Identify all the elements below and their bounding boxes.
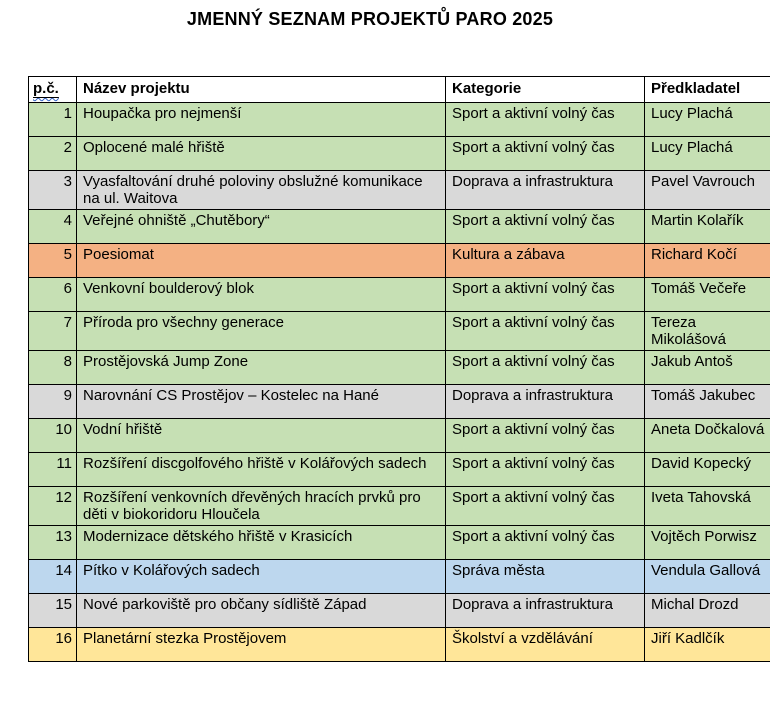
project-name: Modernizace dětského hřiště v Krasicích (77, 526, 446, 560)
project-category: Sport a aktivní volný čas (446, 103, 645, 137)
table-row (29, 244, 770, 278)
project-submitter: Michal Drozd (645, 594, 770, 628)
table-row (29, 278, 770, 312)
header-cell-nazev-projektu: Název projektu (77, 77, 446, 103)
project-submitter: Vendula Gallová (645, 560, 770, 594)
project-submitter: Richard Kočí (645, 244, 770, 278)
projects-table (28, 76, 770, 662)
table-row (29, 453, 770, 487)
row-number: 12 (29, 487, 77, 526)
table-row (29, 210, 770, 244)
row-number: 3 (29, 171, 77, 210)
project-category: Doprava a infrastruktura (446, 385, 645, 419)
project-submitter: Jakub Antoš (645, 351, 770, 385)
table-row (29, 487, 770, 526)
project-name: Vodní hřiště (77, 419, 446, 453)
project-submitter: Vojtěch Porwisz (645, 526, 770, 560)
project-category: Školství a vzdělávání (446, 628, 645, 662)
project-submitter: Aneta Dočkalová (645, 419, 770, 453)
project-category: Sport a aktivní volný čas (446, 526, 645, 560)
table-row (29, 171, 770, 210)
project-category: Sport a aktivní volný čas (446, 210, 645, 244)
row-number: 4 (29, 210, 77, 244)
table-row (29, 526, 770, 560)
project-category: Doprava a infrastruktura (446, 594, 645, 628)
table-row (29, 560, 770, 594)
project-category: Sport a aktivní volný čas (446, 419, 645, 453)
project-name: Oplocené malé hřiště (77, 137, 446, 171)
row-number: 1 (29, 103, 77, 137)
header-cell-kategorie: Kategorie (446, 77, 645, 103)
project-name: Pítko v Kolářových sadech (77, 560, 446, 594)
table-body (29, 103, 770, 662)
row-number: 16 (29, 628, 77, 662)
project-category: Sport a aktivní volný čas (446, 278, 645, 312)
project-category: Doprava a infrastruktura (446, 171, 645, 210)
project-category: Sport a aktivní volný čas (446, 453, 645, 487)
row-number: 7 (29, 312, 77, 351)
project-name: Vyasfaltování druhé poloviny obslužné komunikace na ul. Waitova (77, 171, 446, 210)
project-category: Sport a aktivní volný čas (446, 351, 645, 385)
row-number: 8 (29, 351, 77, 385)
project-category: Sport a aktivní volný čas (446, 137, 645, 171)
row-number: 6 (29, 278, 77, 312)
project-submitter: Lucy Plachá (645, 103, 770, 137)
project-name: Nové parkoviště pro občany sídliště Západ (77, 594, 446, 628)
project-name: Prostějovská Jump Zone (77, 351, 446, 385)
row-number: 14 (29, 560, 77, 594)
project-name: Planetární stezka Prostějovem (77, 628, 446, 662)
project-category: Kultura a zábava (446, 244, 645, 278)
table-row (29, 137, 770, 171)
project-submitter: Tomáš Večeře (645, 278, 770, 312)
project-category: Správa města (446, 560, 645, 594)
row-number: 15 (29, 594, 77, 628)
spellcheck-squiggle (33, 80, 59, 97)
project-submitter: Tomáš Jakubec (645, 385, 770, 419)
project-name: Rozšíření venkovních dřevěných hracích prvků pro děti v biokoridoru Hloučela (77, 487, 446, 526)
table-row (29, 312, 770, 351)
row-number: 11 (29, 453, 77, 487)
project-category: Sport a aktivní volný čas (446, 487, 645, 526)
project-name: Veřejné ohniště „Chutěbory“ (77, 210, 446, 244)
row-number: 5 (29, 244, 77, 278)
project-submitter: Lucy Plachá (645, 137, 770, 171)
row-number: 10 (29, 419, 77, 453)
table-row (29, 351, 770, 385)
project-name: Houpačka pro nejmenší (77, 103, 446, 137)
table-row (29, 419, 770, 453)
header-cell-predkladatel: Předkladatel (645, 77, 770, 103)
project-name: Poesiomat (77, 244, 446, 278)
project-submitter: Jiří Kadlčík (645, 628, 770, 662)
project-name: Venkovní boulderový blok (77, 278, 446, 312)
table-row (29, 385, 770, 419)
table-row (29, 103, 770, 137)
project-name: Narovnání CS Prostějov – Kostelec na Hané (77, 385, 446, 419)
row-number: 2 (29, 137, 77, 171)
table-row (29, 628, 770, 662)
header-pc-label: p.č. (33, 80, 59, 97)
header-row (29, 77, 770, 103)
project-name: Příroda pro všechny generace (77, 312, 446, 351)
project-submitter: Tereza Mikolášová (645, 312, 770, 351)
header-cell-pc (29, 77, 77, 103)
table-row (29, 594, 770, 628)
project-category: Sport a aktivní volný čas (446, 312, 645, 351)
page-title: JMENNÝ SEZNAM PROJEKTŮ PARO 2025 (186, 9, 554, 29)
project-submitter: David Kopecký (645, 453, 770, 487)
project-submitter: Martin Kolařík (645, 210, 770, 244)
row-number: 9 (29, 385, 77, 419)
project-name: Rozšíření discgolfového hřiště v Kolářových sadech (77, 453, 446, 487)
project-submitter: Iveta Tahovská (645, 487, 770, 526)
project-submitter: Pavel Vavrouch (645, 171, 770, 210)
row-number: 13 (29, 526, 77, 560)
